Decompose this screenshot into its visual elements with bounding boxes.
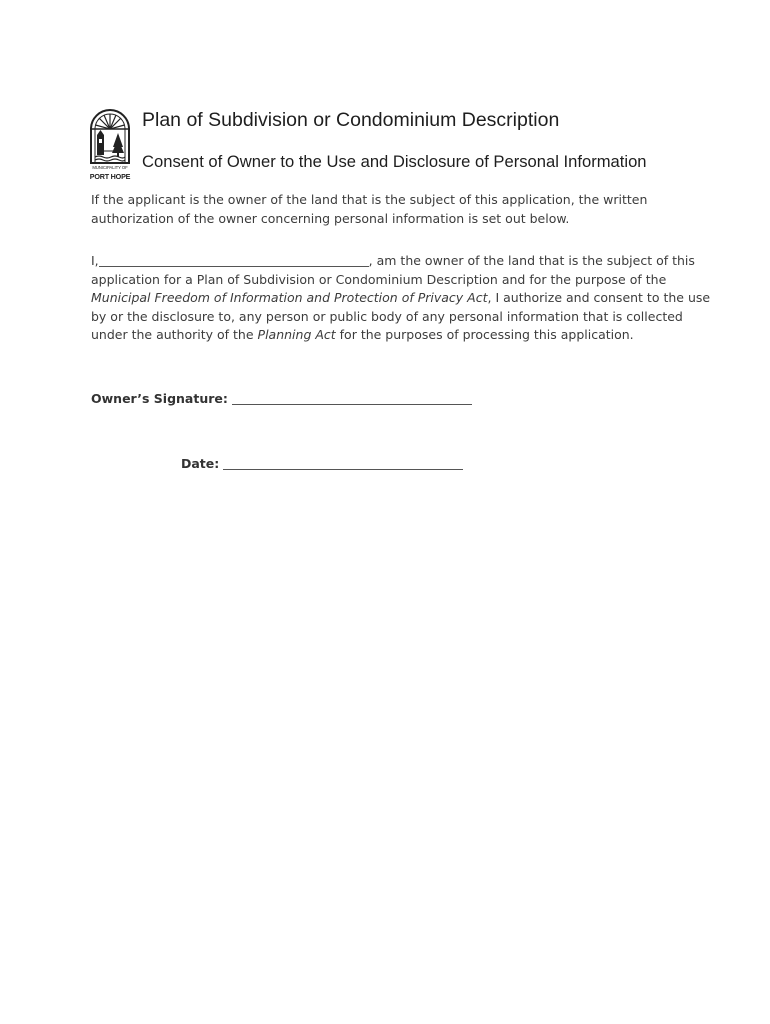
consent-line-5 [91, 326, 710, 345]
date-field[interactable] [223, 457, 463, 470]
owner-name-field[interactable] [99, 254, 369, 267]
owner-signature-row [91, 391, 472, 406]
document-subtitle: Consent of Owner to the Use and Disclosure of Personal Information [142, 152, 647, 171]
consent-line-1 [91, 252, 710, 271]
planning-act-name: Planning Act [257, 327, 336, 342]
logo-port-hope-text: PORT HOPE [89, 172, 131, 181]
consent-line-3-rest: , I authorize and consent to the use [487, 290, 711, 305]
consent-line-2: application for a Plan of Subdivision or Condominium Description and for the purpose of the [91, 271, 667, 287]
date-row [181, 456, 463, 471]
port-hope-crest-icon [88, 107, 132, 165]
intro-line-2: authorization of the owner concerning personal information is set out below. [91, 210, 570, 226]
mfippa-act-name: Municipal Freedom of Information and Protection of Privacy Act [91, 290, 488, 305]
consent-paragraph [91, 252, 710, 345]
consent-line-1-suffix: , am the owner of the land that is the subject of this [368, 253, 695, 268]
logo-municipality-text: MUNICIPALITY OF [92, 165, 128, 170]
consent-prefix: I, [91, 253, 99, 268]
municipality-logo [88, 107, 132, 183]
owner-signature-label: Owner’s Signature: [91, 391, 228, 406]
consent-line-3 [91, 289, 710, 308]
intro-paragraph [91, 191, 647, 228]
intro-line-1: If the applicant is the owner of the land that is the subject of this application, the written [91, 192, 648, 207]
document-title: Plan of Subdivision or Condominium Description [142, 109, 560, 131]
consent-line-5-before: under the authority of the [91, 327, 258, 342]
consent-line-4: by or the disclosure to, any person or public body of any personal information that is collected [91, 308, 683, 324]
owner-signature-field[interactable] [232, 392, 472, 405]
date-label: Date: [181, 456, 220, 471]
consent-line-5-after: for the purposes of processing this application. [335, 327, 634, 342]
